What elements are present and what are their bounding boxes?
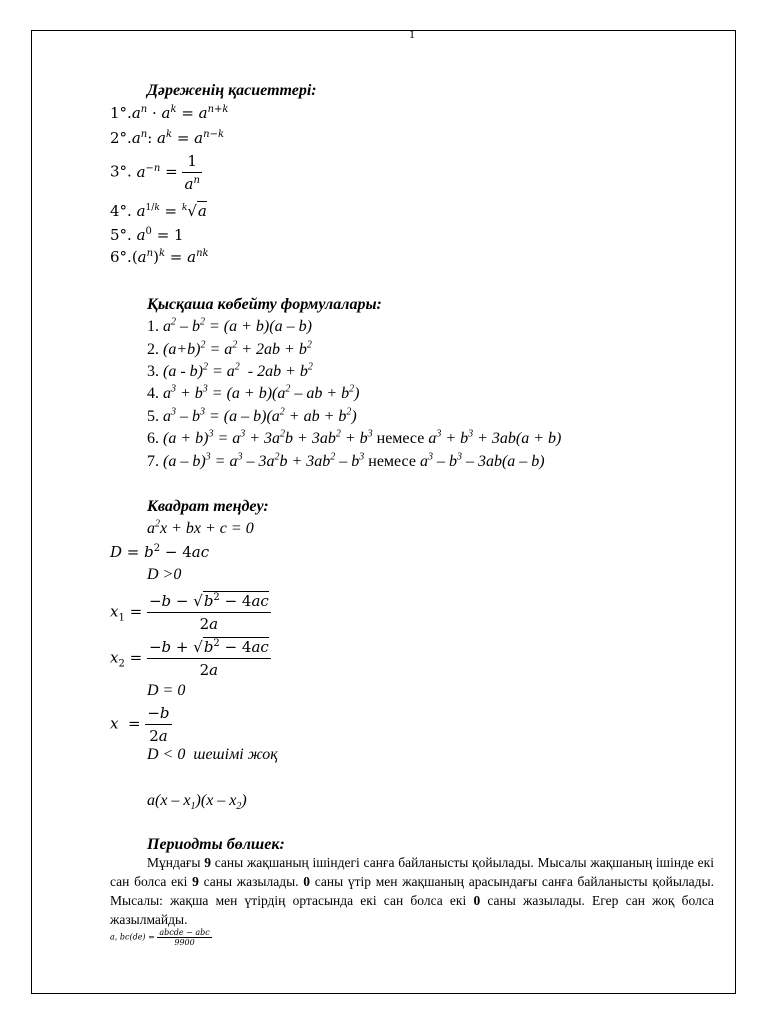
factored-form: $a(x - x_1)(x - x_2)$ (147, 792, 247, 813)
root-x2-formula: $x_2$ = $\frac{-b + √b^2 - 4ac}{2a}$ (110, 638, 269, 679)
periodic-fraction-formula: a, bc(de) = $\frac{\text{abcde − abc}}{9900}$ (110, 928, 210, 947)
periodic-fraction-paragraph: Мұндағы 9 саны жақшаның ішіндегі санға байланысты қойылады. Мысалы жақшаның ішінде екі сан болса екі 9 саны жазылады. 0 саны үтір мен жақшаның арасындағы санға байланысты қойылады. Мысалы: жақша мен үтірдің ортасында екі сан болса екі 0 саны жазылады. Егер сан жоқ болса жазылмайды. (110, 855, 714, 927)
section-title-quadratic-equation: Квадрат теңдеу: (147, 498, 269, 515)
power-property-4: 4°. $a^{1/k} = ^k√a$ (110, 202, 207, 220)
formula-6: 6. $(a + b)^3 = a^3 + 3a^2b + 3ab^2 + b^3$ немесе $a^3 + b^3 + 3ab(a + b)$ (147, 428, 562, 447)
formula-1: 1. $a^2 - b^2 = (a + b)(a - b)$ (147, 316, 312, 335)
formula-2: 2. $(a+b)^2 = a^2 + 2ab + b^2$ (147, 339, 312, 358)
section-title-multiplication-formulas: Қысқаша көбейту формулалары: (147, 296, 382, 313)
formula-5: 5. $a^3 - b^3 = (a - b)(a^2$ + ab + $b^2$) (147, 406, 357, 425)
power-property-3: 3°. $a^{-n}$ = $\frac{1}{a^n}$ (110, 152, 200, 193)
condition-d-negative: D < 0 шешімі жоқ (147, 746, 278, 763)
power-property-1: $1^\circ.a^n \cdot a^k = a^{n+k}$ (110, 104, 229, 122)
section-title-power-properties: Дәреженің қасиеттері: (147, 82, 317, 99)
single-root-formula: x = $\frac{-b}{2a}$ (110, 704, 170, 745)
condition-d-zero: D = 0 (147, 682, 186, 699)
formula-7: 7. $(a - b)^3 = a^3 - 3a^2b + 3ab^2 - b^3$ немесе $a^3 - b^3 - 3ab(a - b)$ (147, 451, 545, 470)
page-number: 1 (409, 27, 415, 41)
power-property-2: $2^\circ.a^n$: $a^k = a^{n-k}$ (110, 129, 225, 147)
formula-3: 3. $(a - b)^2 = a^2 - 2ab + b^2$ (147, 361, 313, 380)
quadratic-general-form: $a^2x$ + bx + c = 0 (147, 518, 254, 537)
discriminant-formula: $D = b^2 - 4ac$ (110, 543, 210, 561)
root-x1-formula: $x_1$ = $\frac{-b - √b^2 - 4ac}{2a}$ (110, 592, 269, 633)
power-property-6: $6^\circ.(a^n)^k = a^{nk}$ (110, 248, 209, 266)
power-property-5: 5°. $a^0 = 1$ (110, 226, 184, 244)
section-title-periodic-fraction: Периодты бөлшек: (147, 836, 285, 853)
formula-4: 4. $a^3 + b^3 = (a + b)(a^2$ – ab + $b^2$) (147, 383, 360, 402)
condition-d-positive: D >0 (147, 566, 182, 583)
